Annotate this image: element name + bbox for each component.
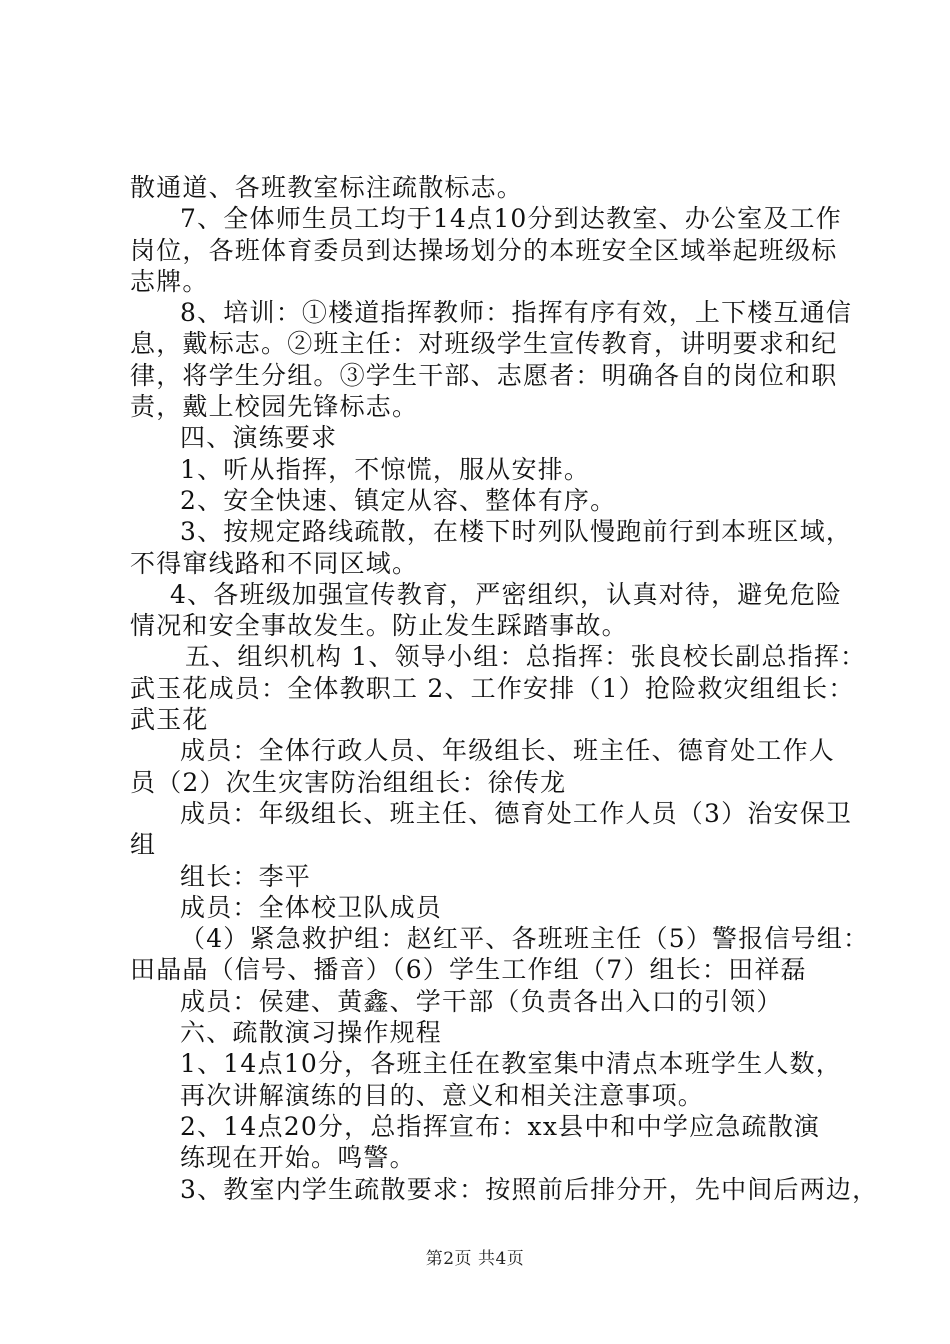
text-line: 责，戴上校园先锋标志。 xyxy=(130,392,419,422)
text-line: 4、各班级加强宣传教育，严密组织，认真对待，避免危险 xyxy=(170,579,843,609)
text-line: 田晶晶（信号、播音）（6）学生工作组（7）组长：田祥磊 xyxy=(130,955,807,985)
text-line: 散通道、各班教室标注疏散标志。 xyxy=(130,173,524,202)
text-line: 2、安全快速、镇定从容、整体有序。 xyxy=(180,485,617,515)
text-line: 3、按规定路线疏散，在楼下时列队慢跑前行到本班区域， xyxy=(180,517,853,547)
text-line: 武玉花成员：全体教职工 2、工作安排（1）抢险救灾组组长： xyxy=(130,673,855,703)
text-line: 3、教室内学生疏散要求：按照前后排分开，先中间后两边， xyxy=(180,1174,879,1204)
text-line: 情况和安全事故发生。防止发生踩踏事故。 xyxy=(130,611,628,641)
text-line: 组长：李平 xyxy=(180,861,312,891)
text-line: 志牌。 xyxy=(130,266,209,296)
text-line: 成员：全体校卫队成员 xyxy=(180,892,443,922)
text-line: 组 xyxy=(130,830,157,860)
section-heading: 五、组织机构 1、领导小组：总指挥：张良校长副总指挥： xyxy=(185,642,867,672)
text-line: （4）紧急救护组：赵红平、各班班主任（5）警报信号组： xyxy=(180,924,870,954)
text-line: 员（2）次生灾害防治组组长：徐传龙 xyxy=(130,767,567,797)
text-line: 1、14点10分，各班主任在教室集中清点本班学生人数， xyxy=(180,1049,842,1079)
section-heading: 六、疏散演习操作规程 xyxy=(180,1018,443,1048)
text-line: 不得窜线路和不同区域。 xyxy=(130,548,419,578)
text-line: 1、听从指挥，不惊慌，服从安排。 xyxy=(180,454,591,484)
text-line: 成员：侯建、黄鑫、学干部（负责各出入口的引领） xyxy=(180,986,783,1016)
text-line: 练现在开始。鸣警。 xyxy=(180,1143,416,1173)
text-line: 岗位，各班体育委员到达操场划分的本班安全区域举起班级标 xyxy=(130,235,838,265)
section-heading: 四、演练要求 xyxy=(180,423,338,453)
text-line: 武玉花 xyxy=(130,705,209,735)
text-line: 成员：年级组长、班主任、德育处工作人员（3）治安保卫 xyxy=(180,798,853,828)
text-line: 息，戴标志。②班主任：对班级学生宣传教育，讲明要求和纪 xyxy=(130,329,838,359)
text-line: 再次讲解演练的目的、意义和相关注意事项。 xyxy=(180,1080,705,1110)
document-body xyxy=(130,172,879,1205)
text-line: 2、14点20分，总指挥宣布：xx县中和中学应急疏散演 xyxy=(180,1111,821,1141)
page-number: 第2页 共4页 xyxy=(425,1249,525,1269)
text-line: 8、培训：①楼道指挥教师：指挥有序有效，上下楼互通信 xyxy=(180,298,853,328)
page-footer xyxy=(0,1244,950,1269)
text-line: 成员：全体行政人员、年级组长、班主任、德育处工作人 xyxy=(180,736,836,766)
text-line: 7、全体师生员工均于14点10分到达教室、办公室及工作 xyxy=(180,204,842,234)
text-line: 律，将学生分组。③学生干部、志愿者：明确各自的岗位和职 xyxy=(130,360,838,390)
